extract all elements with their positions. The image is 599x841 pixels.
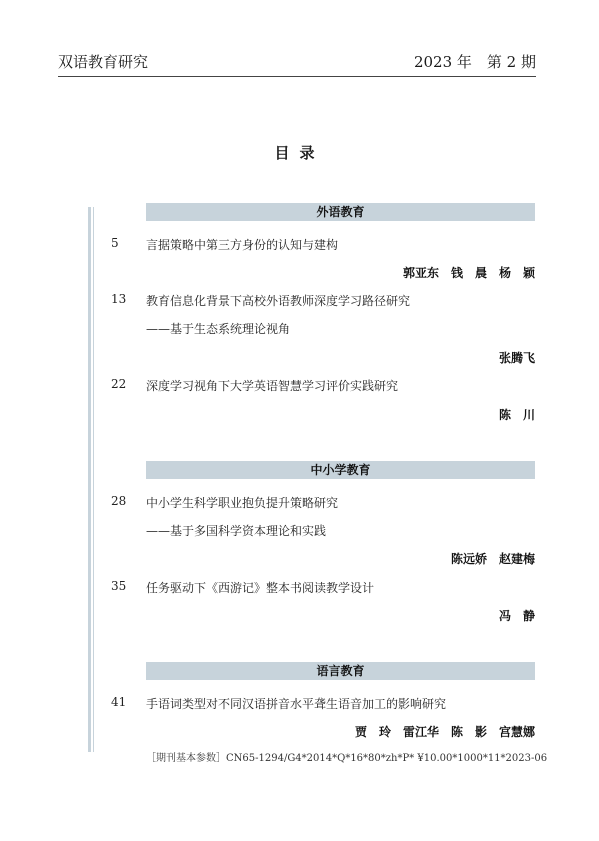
running-header	[58, 46, 536, 72]
toc-article-title[interactable]: 教育信息化背景下高校外语教师深度学习路径研究	[146, 294, 411, 308]
toc-page-number: 5	[111, 236, 119, 250]
journal-name: 双语教育研究	[58, 53, 149, 71]
toc-page-number: 28	[111, 494, 127, 508]
toc-page-number: 13	[111, 292, 127, 306]
toc-page-number: 22	[111, 377, 127, 391]
toc-article-subtitle: ——基于多国科学资本理论和实践	[146, 524, 327, 538]
journal-parameters-note: ［期刊基本参数］CN65-1294/G4*2014*Q*16*80*zh*P* ¥10.00*1000*11*2023-06	[146, 753, 548, 764]
section-header-language: 语言教育	[146, 662, 535, 680]
left-accent-bar	[88, 207, 91, 752]
toc-authors: 贾 玲 雷江华 陈 影 宫慧娜	[354, 725, 535, 739]
left-accent-line	[93, 207, 94, 752]
toc-authors: 陈 川	[498, 408, 535, 422]
toc-authors: 郭亚东 钱 晨 杨 颖	[402, 266, 535, 280]
section-header-foreign-language: 外语教育	[146, 203, 535, 221]
issue-info: 2023 年 第 2 期	[413, 53, 536, 71]
toc-title: 目录	[274, 144, 325, 162]
toc-article-subtitle: ——基于生态系统理论视角	[146, 322, 291, 336]
toc-page-number: 35	[111, 579, 127, 593]
toc-authors: 冯 静	[498, 609, 535, 623]
toc-article-title[interactable]: 手语词类型对不同汉语拼音水平聋生语音加工的影响研究	[146, 697, 447, 711]
toc-article-title[interactable]: 中小学生科学职业抱负提升策略研究	[146, 496, 339, 510]
toc-authors: 陈远娇 赵建梅	[450, 552, 535, 566]
header-rule	[58, 76, 536, 77]
toc-article-title[interactable]: 深度学习视角下大学英语智慧学习评价实践研究	[146, 379, 399, 393]
toc-authors: 张腾飞	[498, 351, 535, 365]
toc-article-title[interactable]: 任务驱动下《西游记》整本书阅读教学设计	[146, 581, 375, 595]
toc-page-number: 41	[111, 695, 127, 709]
section-header-primary-secondary: 中小学教育	[146, 461, 535, 479]
toc-article-title[interactable]: 言据策略中第三方身份的认知与建构	[146, 238, 339, 252]
